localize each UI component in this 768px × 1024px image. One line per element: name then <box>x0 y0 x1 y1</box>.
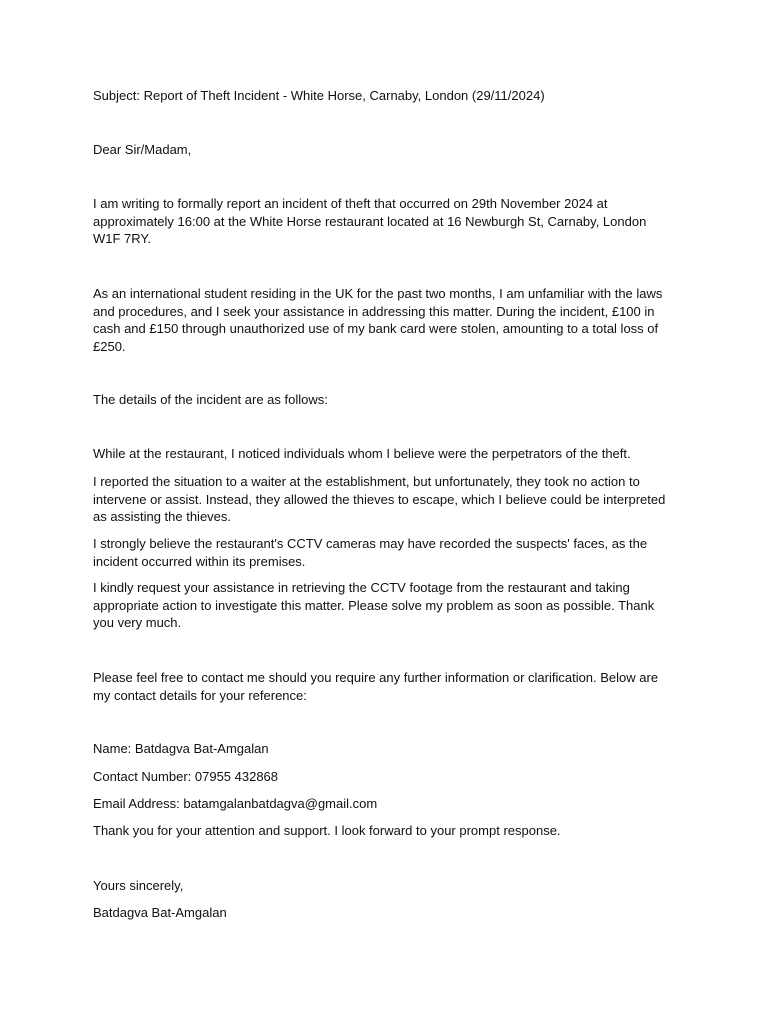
contact-intro: Please feel free to contact me should you require any further information or clarification. Below are my contact details for your reference: <box>93 670 659 703</box>
contact-phone: Contact Number: 07955 432868 <box>93 769 279 784</box>
detail-paragraph: I kindly request your assistance in retrieving the CCTV footage from the restaurant and taking appropriate action to investigate this matter. Please solve my problem as soon as possible. Thank you very much. <box>93 580 655 630</box>
contact-name: Name: Batdagva Bat-Amgalan <box>93 741 269 756</box>
detail-paragraph: I reported the situation to a waiter at the establishment, but unfortunately, they took no action to intervene or assist. Instead, they allowed the thieves to escape, which I believe could be interpreted as assisting the thieves. <box>93 474 666 524</box>
closing-line: Yours sincerely, <box>93 878 184 893</box>
detail-paragraph: I strongly believe the restaurant's CCTV cameras may have recorded the suspects' faces, as the incident occurred within its premises. <box>93 536 648 569</box>
contact-email: Email Address: batamgalanbatdagva@gmail.com <box>93 796 378 811</box>
salutation: Dear Sir/Madam, <box>93 142 192 157</box>
subject-line: Subject: Report of Theft Incident - White Horse, Carnaby, London (29/11/2024) <box>93 88 545 103</box>
detail-paragraph: While at the restaurant, I noticed individuals whom I believe were the perpetrators of the theft. <box>93 446 631 461</box>
thanks-line: Thank you for your attention and support. I look forward to your prompt response. <box>93 823 561 838</box>
intro-paragraph: I am writing to formally report an incident of theft that occurred on 29th November 2024 at approximately 16:00 at the White Horse restaurant located at 16 Newburgh St, Carnaby, London W1F 7RY. <box>93 196 647 246</box>
details-intro: The details of the incident are as follows: <box>93 392 328 407</box>
background-paragraph: As an international student residing in the UK for the past two months, I am unfamiliar with the laws and procedures, and I seek your assistance in addressing this matter. During the incident, £100 in cash and £150 through unauthorized use of my bank card were stolen, amounting to a total loss of £250. <box>93 286 663 354</box>
signature: Batdagva Bat-Amgalan <box>93 905 227 920</box>
